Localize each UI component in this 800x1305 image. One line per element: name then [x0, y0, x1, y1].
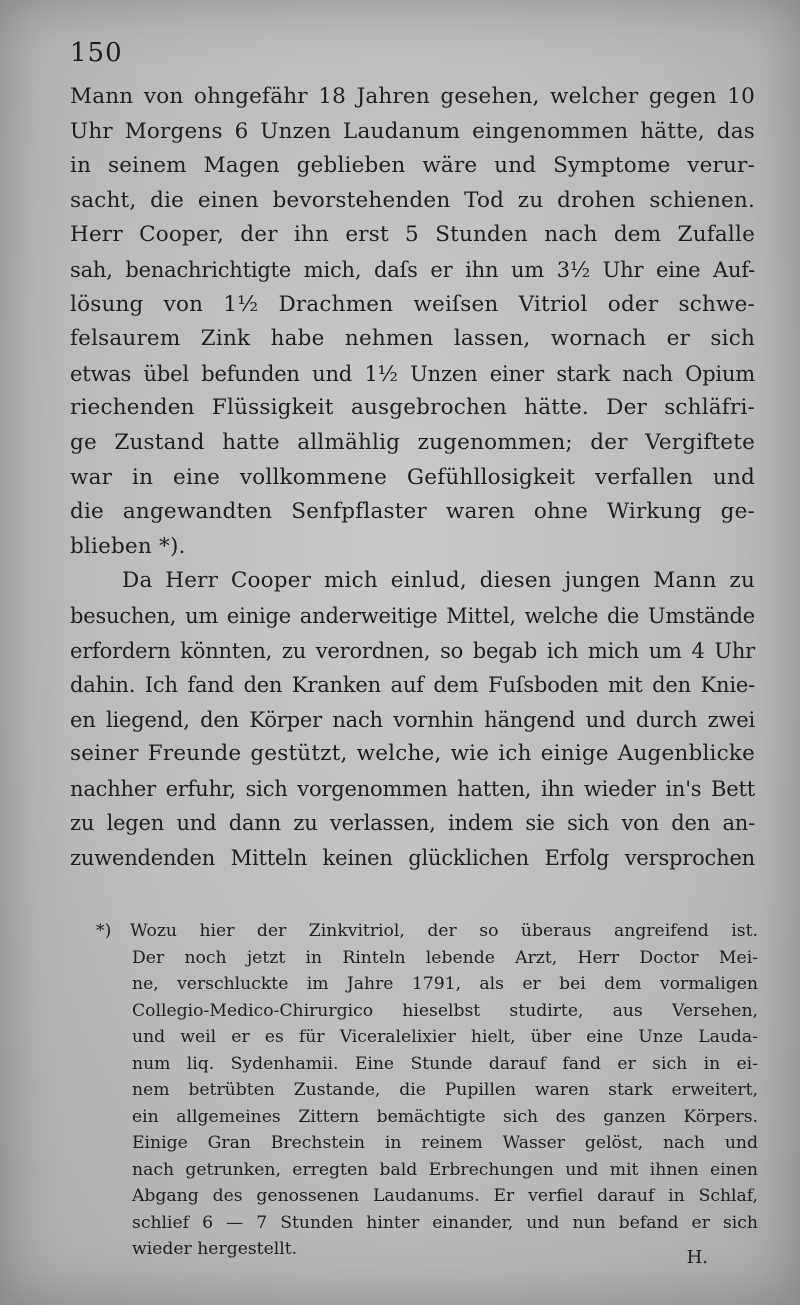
- footnote-line: ein allgemeines Zittern bemächtigte sich des ganzen Körpers.: [132, 1106, 758, 1127]
- text-line: sah, benachrichtigte mich, daſs er ihn um 3½ Uhr eine Auf-: [70, 257, 755, 282]
- text-line: zu legen und dann zu verlassen, indem sie sich von den an-: [70, 811, 755, 836]
- footnote-text: Wozu hier der Zinkvitriol, der so überaus angreifend ist.: [130, 921, 758, 941]
- footnote-line: [96, 918, 758, 945]
- text-line: sacht, die einen bevorstehenden Tod zu drohen schienen.: [70, 187, 755, 213]
- text-line: besuchen, um einige anderweitige Mittel, welche die Umstände: [70, 603, 755, 628]
- text-line: seiner Freunde gestützt, welche, wie ich einige Augenblicke: [70, 741, 755, 767]
- text-line: in seinem Magen geblieben wäre und Symptome verur-: [70, 153, 755, 179]
- footnote-line: Collegio-Medico-Chirurgico hieselbst studirte, aus Versehen,: [132, 1000, 758, 1021]
- footnote-line: nach getrunken, erregten bald Erbrechungen und mit ihnen einen: [132, 1159, 758, 1180]
- footnote-line: Einige Gran Brechstein in reinem Wasser gelöst, nach und: [132, 1133, 758, 1153]
- text-line: erfordern könnten, zu verordnen, so begab ich mich um 4 Uhr: [70, 638, 755, 663]
- footnote-line: und weil er es für Viceralelixier hielt, über eine Unze Lauda-: [132, 1027, 758, 1047]
- page-number: 150: [70, 38, 123, 68]
- text-line: ge Zustand hatte allmählig zugenommen; der Vergiftete: [70, 429, 755, 455]
- footnote: [96, 918, 758, 1263]
- text-line: nachher erfuhr, sich vorgenommen hatten, ihn wieder in's Bett: [70, 776, 755, 801]
- footnote-line: schlief 6 — 7 Stunden hinter einander, und nun befand er sich: [132, 1212, 758, 1233]
- text-line: Uhr Morgens 6 Unzen Laudanum eingenommen hätte, das: [70, 118, 755, 144]
- footnote-line: Der noch jetzt in Rinteln lebende Arzt, Herr Doctor Mei-: [132, 947, 758, 968]
- paragraph-start-line: Da Herr Cooper mich einlud, diesen jungen Mann zu: [122, 568, 755, 594]
- main-text: [70, 80, 755, 876]
- text-line: felsaurem Zink habe nehmen lassen, wornach er sich: [70, 326, 755, 352]
- footnote-line: num liq. Sydenhamii. Eine Stunde darauf fand er sich in ei-: [132, 1053, 758, 1074]
- text-line: blieben *).: [70, 533, 186, 559]
- footnote-line: ne, verschluckte im Jahre 1791, als er bei dem vormaligen: [132, 974, 758, 994]
- footnote-marker: *): [96, 921, 112, 941]
- text-line: die angewandten Senfpflaster waren ohne Wirkung ge-: [70, 499, 755, 525]
- text-line: etwas übel befunden und 1½ Unzen einer stark nach Opium: [70, 361, 755, 386]
- text-line: Mann von ohngefähr 18 Jahren gesehen, welcher gegen 10: [70, 84, 755, 109]
- text-line: lösung von 1½ Drachmen weiſsen Vitriol oder schwe-: [70, 291, 755, 317]
- footnote-signature: H.: [686, 1247, 708, 1268]
- text-line: war in eine vollkommene Gefühllosigkeit verfallen und: [70, 464, 755, 490]
- text-line: en liegend, den Körper nach vornhin hängend und durch zwei: [70, 707, 755, 732]
- text-line: dahin. Ich fand den Kranken auf dem Fuſsboden mit den Knie-: [70, 673, 755, 698]
- text-line: riechenden Flüssigkeit ausgebrochen hätte. Der schläfri-: [70, 395, 755, 421]
- text-line: Herr Cooper, der ihn erst 5 Stunden nach dem Zufalle: [70, 222, 755, 248]
- footnote-line: nem betrübten Zustande, die Pupillen waren stark erweitert,: [132, 1080, 758, 1100]
- footnote-line: Abgang des genossenen Laudanums. Er verfiel darauf in Schlaf,: [132, 1186, 758, 1206]
- footnote-line: wieder hergestellt.: [132, 1239, 298, 1259]
- text-line: zuwendenden Mitteln keinen glücklichen Erfolg versprochen: [70, 846, 755, 871]
